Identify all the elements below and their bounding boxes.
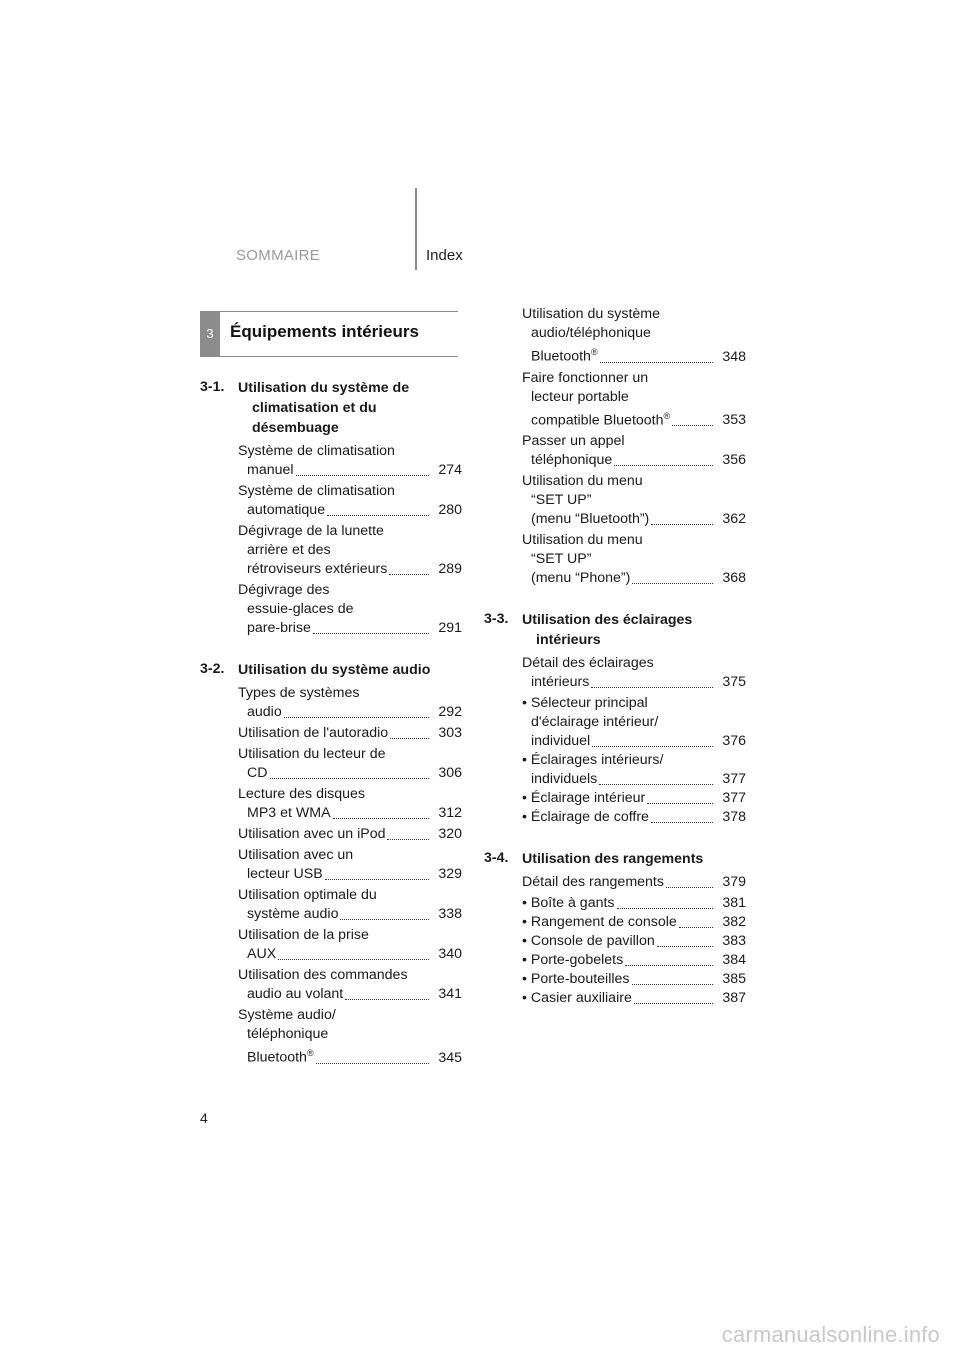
toc-entry[interactable] xyxy=(238,581,462,638)
toc-entry-page: 362 xyxy=(722,511,746,528)
section-header-top-rule xyxy=(200,311,458,312)
toc-entry[interactable] xyxy=(522,913,746,932)
toc-entry[interactable] xyxy=(238,926,462,964)
toc-entry-text: (menu “Phone”) xyxy=(531,570,631,587)
toc-entry-label xyxy=(522,932,716,951)
toc-entry-line xyxy=(522,770,716,789)
toc-group xyxy=(200,660,462,1068)
toc-entry-text: Système de climatisation xyxy=(238,443,395,459)
toc-entry-page: 384 xyxy=(722,952,746,969)
toc-entry-label xyxy=(522,472,716,529)
nav-index[interactable]: Index xyxy=(426,247,463,264)
toc-entry[interactable] xyxy=(238,1006,462,1068)
toc-entry-text: • Casier auxiliaire xyxy=(522,990,632,1007)
toc-entry-label xyxy=(238,442,432,480)
toc-entry-label xyxy=(522,654,716,692)
toc-entry[interactable] xyxy=(238,785,462,823)
toc-entry-label xyxy=(238,846,432,884)
toc-entry-line xyxy=(238,461,432,480)
toc-entry-label xyxy=(522,894,716,913)
toc-entry-text: • Boîte à gants xyxy=(522,895,615,912)
section-header xyxy=(200,311,458,357)
toc-entry-label xyxy=(238,1006,432,1068)
toc-group-heading[interactable] xyxy=(200,378,462,438)
toc-entry-text: téléphonique xyxy=(531,452,613,469)
toc-entry[interactable] xyxy=(522,654,746,692)
dot-leader xyxy=(270,777,430,779)
toc-entry-page: 348 xyxy=(722,348,746,365)
toc-entry-line xyxy=(522,808,716,827)
toc-entry-line xyxy=(522,407,716,431)
toc-entry[interactable] xyxy=(238,442,462,480)
toc-entry-label xyxy=(522,970,716,989)
toc-entry-line xyxy=(522,789,716,808)
dot-leader xyxy=(651,821,713,823)
toc-entry-text: Système de climatisation xyxy=(238,483,395,499)
toc-entry-text: Utilisation avec un xyxy=(238,847,354,863)
toc-entry-label xyxy=(522,789,716,808)
toc-entry[interactable] xyxy=(522,894,746,913)
toc-group-number: 3-2. xyxy=(200,661,225,677)
dot-leader xyxy=(625,964,713,966)
toc-entry-line xyxy=(238,945,432,964)
toc-entry-line xyxy=(522,451,716,470)
toc-entry-line xyxy=(522,432,716,451)
toc-entry-label xyxy=(522,531,716,588)
dot-leader xyxy=(316,1062,429,1064)
toc-entry-label xyxy=(522,951,716,970)
dot-leader xyxy=(632,582,713,584)
toc-entry-text: d'éclairage intérieur/ xyxy=(531,714,659,731)
toc-entry-text: Utilisation des commandes xyxy=(238,967,408,983)
dot-leader xyxy=(389,573,429,575)
toc-entry[interactable] xyxy=(522,951,746,970)
toc-entry-line xyxy=(238,522,432,541)
toc-entry-label xyxy=(522,432,716,470)
dot-leader xyxy=(591,686,713,688)
toc-entry-label xyxy=(238,926,432,964)
toc-entry[interactable] xyxy=(522,970,746,989)
toc-entry-line xyxy=(238,1025,432,1044)
toc-entry-text: • Porte-bouteilles xyxy=(522,971,630,988)
toc-entry[interactable] xyxy=(522,789,746,808)
toc-entry[interactable] xyxy=(522,305,746,367)
toc-entry-text: • Sélecteur principal xyxy=(522,695,648,712)
toc-entry-line xyxy=(522,713,716,732)
toc-entry-text: Lecture des disques xyxy=(238,786,365,802)
toc-entry-page: 368 xyxy=(722,570,746,587)
toc-entry-text: Utilisation de l'autoradio xyxy=(238,725,389,741)
toc-entry-text: Système audio/ xyxy=(238,1007,336,1023)
toc-entry-line xyxy=(522,751,716,770)
toc-entry-line xyxy=(522,569,716,588)
toc-entry-page: 375 xyxy=(722,674,746,691)
toc-entry-line xyxy=(238,785,432,804)
toc-entry[interactable] xyxy=(238,482,462,520)
toc-entry[interactable] xyxy=(522,369,746,431)
toc-entry-line xyxy=(522,550,716,569)
toc-entry-label xyxy=(238,724,432,743)
dot-leader xyxy=(632,983,714,985)
toc-entry-page: 377 xyxy=(722,790,746,807)
toc-entry[interactable] xyxy=(522,751,746,789)
toc-entry-page: 312 xyxy=(438,805,462,821)
dot-leader xyxy=(679,926,713,928)
toc-group-title: Utilisation du système de climatisation et du désembuage xyxy=(238,380,410,436)
dot-leader xyxy=(390,737,429,739)
toc-entry-text: • Porte-gobelets xyxy=(522,952,624,969)
toc-entry-line xyxy=(238,745,432,764)
toc-group xyxy=(484,305,746,588)
toc-entry[interactable] xyxy=(522,472,746,529)
toc-entry-label xyxy=(238,745,432,783)
toc-entry-line xyxy=(522,989,716,1008)
toc-entry-text: “SET UP” xyxy=(531,492,592,509)
page-number: 4 xyxy=(200,1110,208,1126)
toc-entry-text: MP3 et WMA xyxy=(247,805,331,821)
toc-entry-line xyxy=(522,324,716,343)
dot-leader xyxy=(672,424,713,426)
toc-entry-line xyxy=(522,673,716,692)
toc-entry-text: Détail des éclairages xyxy=(522,655,654,672)
toc-entry-text: Faire fonctionner un xyxy=(522,369,649,386)
toc-entry-text: Passer un appel xyxy=(522,433,625,450)
toc-entry-line xyxy=(522,951,716,970)
toc-group-title: Utilisation du système audio xyxy=(238,662,431,678)
toc-entry-text: Utilisation du menu xyxy=(522,532,643,549)
toc-entry[interactable] xyxy=(522,808,746,827)
toc-entry-label xyxy=(522,751,716,789)
toc-entry-label xyxy=(238,581,432,638)
toc-entry-line xyxy=(238,926,432,945)
toc-entry[interactable] xyxy=(522,989,746,1008)
toc-entry-page: 387 xyxy=(722,990,746,1007)
section-header-bottom-rule xyxy=(200,356,458,357)
dot-leader xyxy=(614,464,713,466)
toc-entry-text: téléphonique xyxy=(247,1026,329,1042)
toc-entry-line xyxy=(238,764,432,783)
dot-leader xyxy=(284,716,429,718)
toc-entry-label xyxy=(238,825,432,844)
toc-entry-line xyxy=(522,894,716,913)
toc-entry[interactable] xyxy=(522,873,746,892)
toc-entry-page: 292 xyxy=(438,704,462,720)
section-title: Équipements intérieurs xyxy=(230,322,419,341)
toc-entry-page: 338 xyxy=(438,906,462,922)
toc-entry-line xyxy=(522,472,716,491)
toc-entry-text: audio/téléphonique xyxy=(531,325,651,341)
dot-leader xyxy=(599,783,713,785)
toc-entry-text: compatible Bluetooth® xyxy=(531,410,671,429)
toc-entry[interactable] xyxy=(238,846,462,884)
toc-entry-text: lecteur USB xyxy=(247,866,323,882)
toc-entry-line xyxy=(522,970,716,989)
toc-entry-text: CD xyxy=(247,765,268,781)
toc-entry-line xyxy=(238,541,432,560)
toc-entry-text: Utilisation optimale du xyxy=(238,887,377,903)
toc-entry-page: 381 xyxy=(722,895,746,912)
toc-entry-text: Utilisation du menu xyxy=(522,473,643,490)
toc-group-heading[interactable] xyxy=(484,610,746,650)
toc-entry-text: • Éclairage intérieur xyxy=(522,790,646,807)
toc-entry-line xyxy=(238,501,432,520)
toc-entry-line xyxy=(522,388,716,407)
toc-entry[interactable] xyxy=(522,694,746,751)
toc-entry-line xyxy=(522,654,716,673)
dot-leader xyxy=(296,474,429,476)
toc-entry-label xyxy=(238,886,432,924)
toc-entry-label xyxy=(522,873,716,892)
nav-divider xyxy=(415,188,417,270)
toc-entry-text: lecteur portable xyxy=(531,388,629,405)
toc-entry-label xyxy=(522,694,716,751)
dot-leader xyxy=(345,998,429,1000)
toc-entry-line xyxy=(238,684,432,703)
toc-entry-line xyxy=(522,491,716,510)
toc-entry[interactable] xyxy=(522,531,746,588)
toc-group-heading[interactable] xyxy=(484,849,746,869)
toc-entry-page: 385 xyxy=(722,971,746,988)
toc-entry-line xyxy=(522,932,716,951)
toc-entry-page: 383 xyxy=(722,933,746,950)
toc-entry-text: • Éclairage de coffre xyxy=(522,809,649,826)
toc-entry-text: automatique xyxy=(247,502,326,518)
toc-entry-line xyxy=(238,1044,432,1068)
dot-leader xyxy=(647,802,713,804)
toc-entry-text: système audio xyxy=(247,906,339,922)
toc-entry-label xyxy=(238,966,432,1004)
toc-group-number: 3-3. xyxy=(484,611,509,628)
toc-entry[interactable] xyxy=(238,724,462,743)
toc-group-number: 3-4. xyxy=(484,850,509,867)
toc-entry-line xyxy=(238,825,432,844)
toc-entry-line xyxy=(522,343,716,367)
toc-entry-text: Bluetooth® xyxy=(247,1048,314,1066)
dot-leader xyxy=(387,838,429,840)
toc-entry-line xyxy=(238,724,432,743)
dot-leader xyxy=(617,907,713,909)
toc-entry-label xyxy=(522,913,716,932)
toc-entry-text: Utilisation du lecteur de xyxy=(238,746,386,762)
toc-entry-label xyxy=(522,369,716,431)
toc-entry[interactable] xyxy=(522,432,746,470)
toc-entry[interactable] xyxy=(238,745,462,783)
toc-entry[interactable] xyxy=(238,522,462,579)
toc-entry-text: • Rangement de console xyxy=(522,914,677,931)
dot-leader xyxy=(657,945,713,947)
toc-entry-text: intérieurs xyxy=(531,674,590,691)
toc-entry-text: • Console de pavillon xyxy=(522,933,655,950)
toc-entry-line xyxy=(238,985,432,1004)
toc-entry-text: • Éclairages intérieurs/ xyxy=(522,752,664,769)
toc-entry-line xyxy=(238,600,432,619)
dot-leader xyxy=(333,817,429,819)
toc-entry-page: 303 xyxy=(438,725,462,741)
toc-entry-line xyxy=(522,305,716,324)
toc-entry-page: 306 xyxy=(438,765,462,781)
toc-entry-line xyxy=(238,804,432,823)
toc-entry-text: AUX xyxy=(247,946,277,962)
toc-entry[interactable] xyxy=(238,825,462,844)
toc-entry-text: Bluetooth® xyxy=(531,347,598,365)
toc-entry-text: pare-brise xyxy=(247,620,311,636)
toc-entry-page: 320 xyxy=(438,826,462,842)
toc-entry-page: 378 xyxy=(722,809,746,826)
toc-entry-text: Utilisation du système xyxy=(522,306,660,322)
toc-entry-page: 356 xyxy=(722,452,746,469)
dot-leader xyxy=(592,745,713,747)
toc-entry-label xyxy=(522,305,716,367)
toc-entry-line xyxy=(238,619,432,638)
dot-leader xyxy=(313,632,429,634)
toc-entry-line xyxy=(238,886,432,905)
toc-entry-label xyxy=(238,684,432,722)
toc-entry-line xyxy=(238,482,432,501)
toc-entry-line xyxy=(522,732,716,751)
toc-entry-page: 280 xyxy=(438,502,462,518)
toc-group-heading[interactable] xyxy=(200,660,462,680)
toc-entry-page: 291 xyxy=(438,620,462,636)
toc-entry-line xyxy=(238,905,432,924)
toc-entry-line xyxy=(522,369,716,388)
toc-entry-text: Utilisation de la prise xyxy=(238,927,369,943)
toc-entry-line xyxy=(522,694,716,713)
toc-entry[interactable] xyxy=(238,966,462,1004)
toc-entry-page: 341 xyxy=(438,986,462,1002)
toc-entry-line xyxy=(238,1006,432,1025)
toc-entry-text: (menu “Bluetooth”) xyxy=(531,511,650,528)
watermark: carmanualsonline.info xyxy=(721,1322,940,1347)
toc-entry-label xyxy=(238,482,432,520)
toc-entry-page: 329 xyxy=(438,866,462,882)
toc-entry-page: 379 xyxy=(722,874,746,891)
toc-group xyxy=(484,610,746,827)
toc-entry-line xyxy=(522,913,716,932)
section-number: 3 xyxy=(200,311,220,357)
toc-entry[interactable] xyxy=(522,932,746,951)
toc-column-right xyxy=(484,305,746,1030)
toc-entry-line xyxy=(238,703,432,722)
toc-entry-text: Détail des rangements xyxy=(522,874,664,891)
dot-leader xyxy=(651,523,713,525)
toc-entry-page: 376 xyxy=(722,733,746,750)
dot-leader xyxy=(278,958,429,960)
toc-entry-page: 377 xyxy=(722,771,746,788)
toc-entry-text: individuel xyxy=(531,733,591,750)
toc-entry-text: Dégivrage de la lunette xyxy=(238,523,384,539)
toc-entry-text: audio au volant xyxy=(247,986,344,1002)
dot-leader xyxy=(666,886,713,888)
toc-entry-page: 382 xyxy=(722,914,746,931)
toc-group xyxy=(200,378,462,638)
toc-group-title: Utilisation des éclairages intérieurs xyxy=(522,612,693,649)
toc-entry-text: Types de systèmes xyxy=(238,685,360,701)
dot-leader xyxy=(340,918,429,920)
toc-entry-line xyxy=(238,560,432,579)
dot-leader xyxy=(325,878,429,880)
toc-entry-text: rétroviseurs extérieurs xyxy=(247,561,388,577)
dot-leader xyxy=(600,361,713,363)
toc-entry-line xyxy=(238,865,432,884)
dot-leader xyxy=(634,1002,713,1004)
toc-entry-text: individuels xyxy=(531,771,598,788)
toc-entry-page: 274 xyxy=(438,462,462,478)
toc-entry-text: arrière et des xyxy=(247,542,331,558)
dot-leader xyxy=(327,514,429,516)
toc-entry-page: 289 xyxy=(438,561,462,577)
toc-group xyxy=(484,849,746,1008)
toc-entry-text: essuie-glaces de xyxy=(247,601,354,617)
toc-entry-label xyxy=(238,522,432,579)
toc-group-number: 3-1. xyxy=(200,379,225,395)
toc-entry-page: 340 xyxy=(438,946,462,962)
toc-entry-page: 353 xyxy=(722,412,746,429)
toc-entry-text: manuel xyxy=(247,462,294,478)
toc-group-title: Utilisation des rangements xyxy=(522,851,704,868)
toc-entry-text: Dégivrage des xyxy=(238,582,330,598)
toc-entry-label xyxy=(238,785,432,823)
toc-entry-page: 345 xyxy=(438,1049,462,1066)
nav-sommaire[interactable]: SOMMAIRE xyxy=(236,247,321,264)
toc-entry-line xyxy=(238,966,432,985)
toc-entry-line xyxy=(522,510,716,529)
toc-entry-line xyxy=(522,531,716,550)
toc-entry-label xyxy=(522,808,716,827)
toc-entry-text: Utilisation avec un iPod xyxy=(238,826,386,842)
toc-entry-line xyxy=(522,873,716,892)
toc-entry[interactable] xyxy=(238,684,462,722)
toc-entry-label xyxy=(522,989,716,1008)
toc-entry[interactable] xyxy=(238,886,462,924)
toc-entry-line xyxy=(238,442,432,461)
toc-column-left xyxy=(200,378,462,1090)
toc-entry-text: audio xyxy=(247,704,282,720)
toc-entry-text: “SET UP” xyxy=(531,551,592,568)
toc-entry-line xyxy=(238,581,432,600)
toc-entry-line xyxy=(238,846,432,865)
